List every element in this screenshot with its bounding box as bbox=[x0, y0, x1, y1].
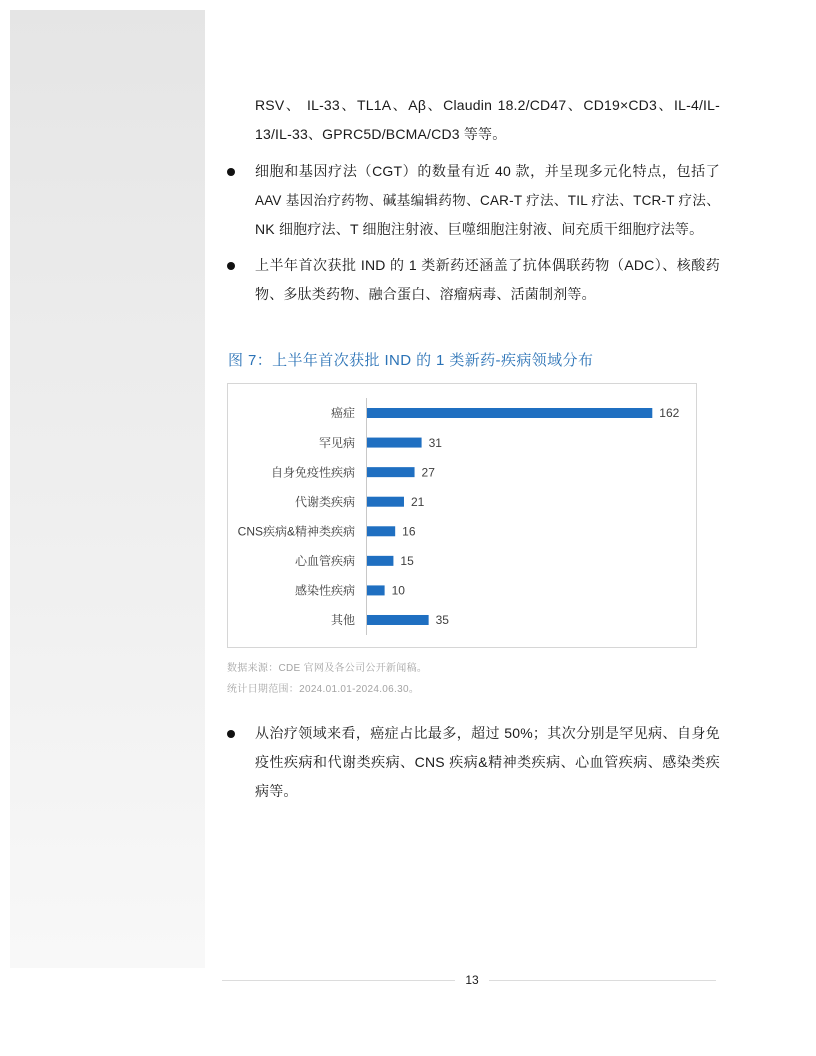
intro-paragraph bbox=[255, 91, 720, 149]
page-number: 13 bbox=[455, 971, 489, 989]
text-line: 物、多肽类药物、融合蛋白、溶瘤病毒、活菌制剂等。 bbox=[255, 286, 596, 302]
category-label: 心血管疾病 bbox=[294, 554, 355, 569]
category-label: 感染性疾病 bbox=[294, 583, 355, 598]
bullet-item-cgt bbox=[255, 157, 720, 244]
value-label: 35 bbox=[435, 613, 449, 628]
value-label: 27 bbox=[421, 465, 435, 480]
value-label: 31 bbox=[428, 435, 442, 450]
bullet-dot-icon bbox=[227, 262, 235, 270]
data-source-note: 数据来源：CDE 官网及各公司公开新闻稿。 bbox=[227, 663, 428, 674]
date-range-note: 统计日期范围：2024.01.01-2024.06.30。 bbox=[227, 684, 420, 695]
figure-title: 图 7：上半年首次获批 IND 的 1 类新药-疾病领域分布 bbox=[228, 352, 594, 369]
text-line: 病等。 bbox=[255, 783, 298, 799]
value-label: 21 bbox=[410, 494, 425, 509]
value-label: 10 bbox=[391, 583, 405, 598]
chart-figure bbox=[227, 383, 697, 648]
bullet-item-modalities bbox=[255, 251, 720, 309]
value-label: 15 bbox=[400, 554, 414, 569]
bullet-dot-icon bbox=[227, 168, 235, 176]
text-line: NK 细胞疗法、T 细胞注射液、巨噬细胞注射液、间充质干细胞疗法等。 bbox=[255, 221, 704, 237]
chart-bar bbox=[367, 526, 395, 536]
category-label: CNS疾病&精神类疾病 bbox=[237, 524, 355, 539]
bullet-item-therapeutic-areas bbox=[255, 719, 720, 806]
chart-bar bbox=[367, 408, 652, 418]
bullet-dot-icon bbox=[227, 730, 235, 738]
value-label: 16 bbox=[402, 524, 416, 539]
value-label: 162 bbox=[659, 406, 680, 421]
text-line: AAV 基因治疗药物、碱基编辑药物、CAR-T 疗法、TIL 疗法、TCR-T 疗法、 bbox=[255, 193, 720, 208]
chart-bar bbox=[367, 438, 422, 448]
bar-chart bbox=[227, 383, 697, 648]
source-notes bbox=[227, 658, 427, 700]
chart-bar bbox=[367, 467, 415, 477]
chart-bar bbox=[367, 615, 429, 625]
chart-frame bbox=[228, 384, 697, 648]
category-label: 罕见病 bbox=[318, 435, 355, 450]
text-line: 从治疗领域来看，癌症占比最多，超过 50%；其次分别是罕见病、自身免 bbox=[255, 725, 720, 741]
category-label: 癌症 bbox=[330, 406, 355, 421]
text-line: 13/IL-33、GPRC5D/BCMA/CD3 等等。 bbox=[255, 126, 507, 142]
category-label: 代谢类疾病 bbox=[294, 494, 355, 509]
text-line: 上半年首次获批 IND 的 1 类新药还涵盖了抗体偶联药物（ADC）、核酸药 bbox=[255, 257, 720, 273]
category-label: 其他 bbox=[330, 613, 355, 628]
chart-bar bbox=[367, 497, 404, 507]
chart-bar bbox=[367, 556, 393, 566]
text-line: RSV、 IL-33、TL1A、Aβ、Claudin 18.2/CD47、CD19×CD3、IL-4/IL- bbox=[255, 97, 720, 113]
side-decoration-panel bbox=[10, 10, 205, 968]
chart-bar bbox=[367, 585, 385, 595]
category-label: 自身免疫性疾病 bbox=[270, 465, 355, 480]
text-line: 细胞和基因疗法（CGT）的数量有近 40 款，并呈现多元化特点，包括了 bbox=[255, 163, 720, 179]
text-line: 疫性疾病和代谢类疾病、CNS 疾病&精神类疾病、心血管疾病、感染类疾 bbox=[255, 754, 720, 770]
